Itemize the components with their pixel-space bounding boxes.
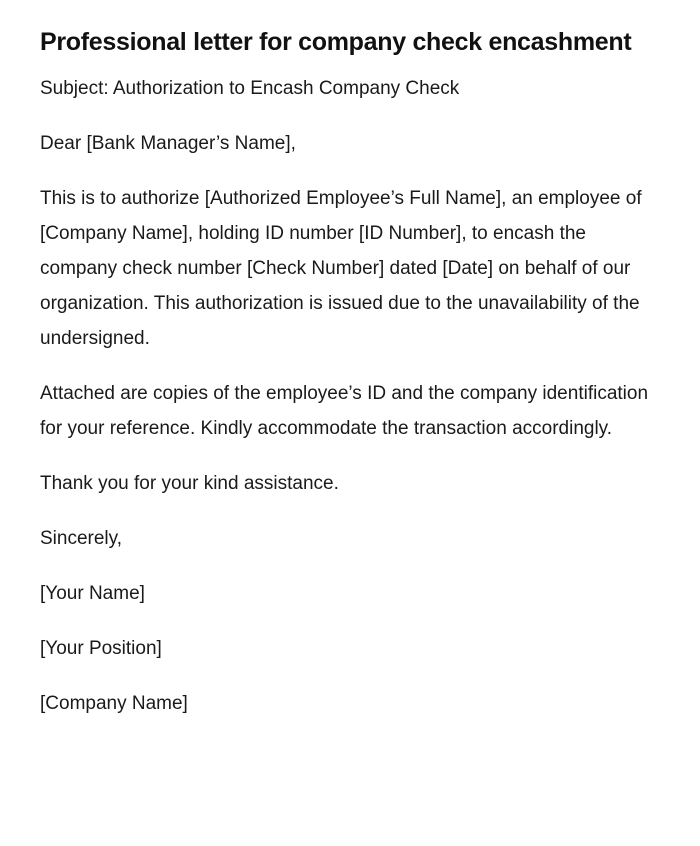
signer-name: [Your Name] bbox=[40, 583, 145, 604]
letter-closing: Sincerely, bbox=[40, 528, 123, 549]
signer-company: [Company Name] bbox=[40, 693, 188, 714]
document-title: Professional letter for company check encashment bbox=[40, 28, 632, 56]
letter-salutation: Dear [Bank Manager’s Name], bbox=[40, 133, 296, 154]
signer-position: [Your Position] bbox=[40, 638, 162, 659]
letter-body-paragraph-2: Attached are copies of the employee’s ID and the company identification for your reference. Kindly accommodate the transaction accordingly. bbox=[40, 383, 649, 439]
letter-body-paragraph-1: This is to authorize [Authorized Employee’s Full Name], an employee of [Company Name], holding ID number [ID Number], to encash the company check number [Check Number] dated [Date] on behalf of our organization. This authorization is issued due to the unavailability of the undersigned. bbox=[40, 188, 642, 349]
letter-subject: Subject: Authorization to Encash Company Check bbox=[40, 78, 460, 99]
letter-thanks: Thank you for your kind assistance. bbox=[40, 473, 339, 494]
